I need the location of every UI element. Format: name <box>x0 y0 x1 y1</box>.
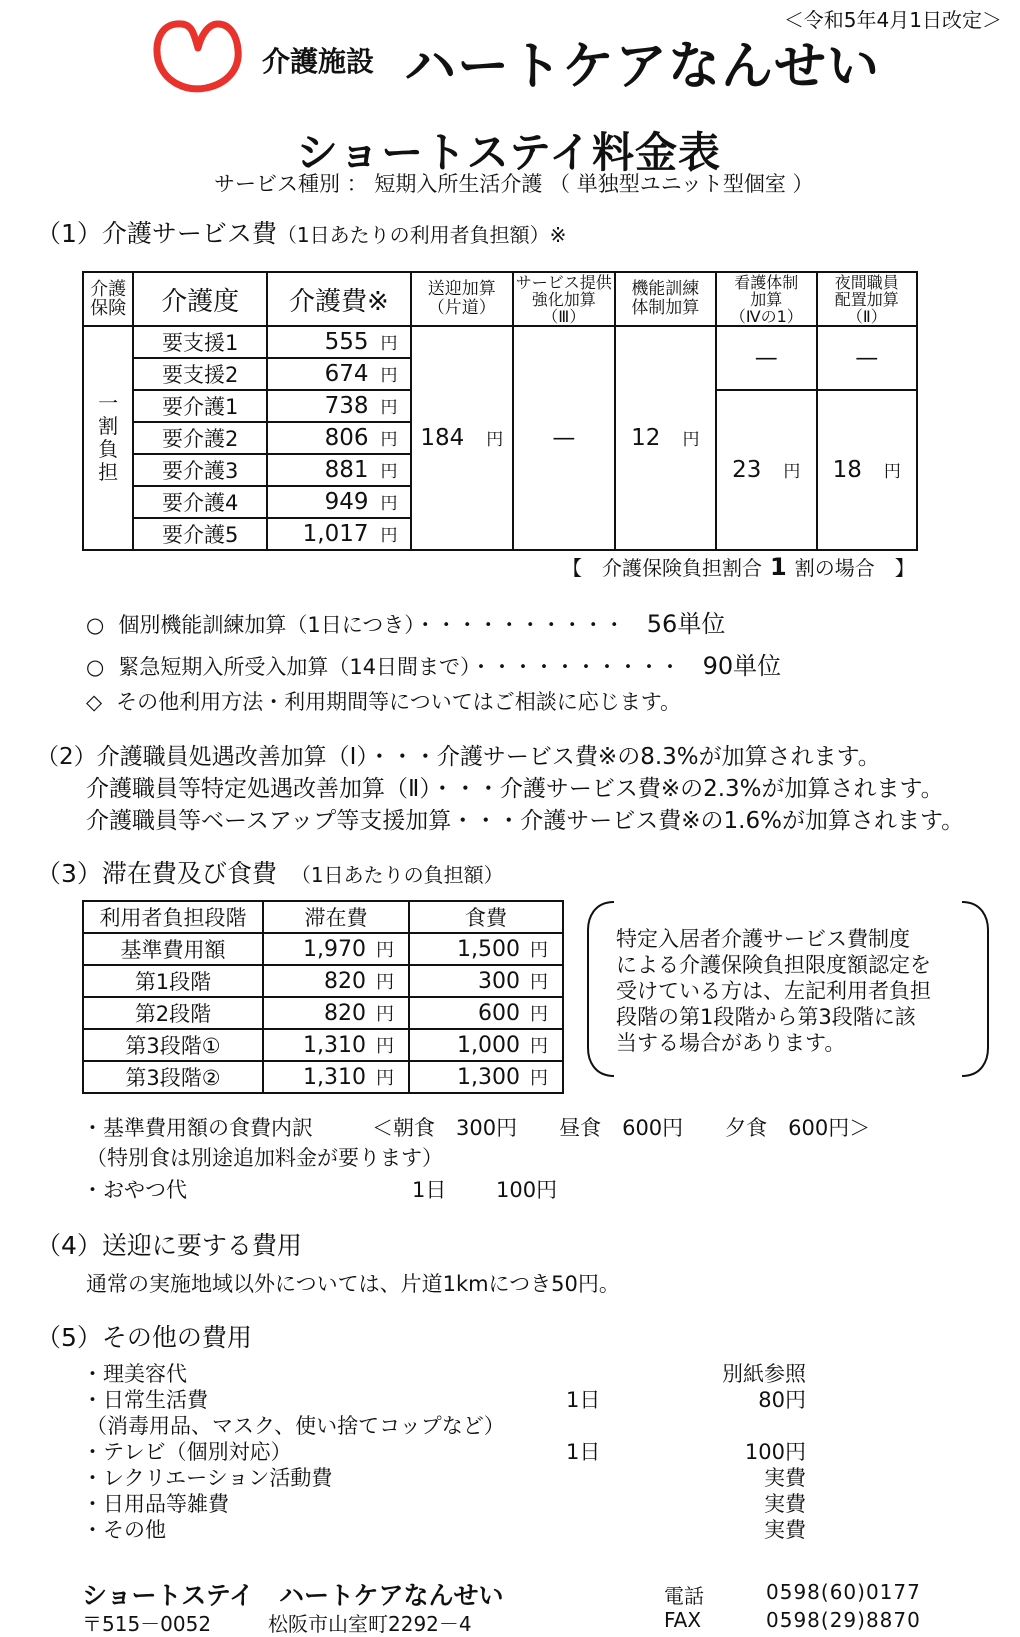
yen-unit: 円 <box>783 462 801 482</box>
stage-cell: 第2段階 <box>83 997 263 1029</box>
note-line: による介護保険負担限度額認定を <box>616 953 931 977</box>
nurse-care-value: 23 <box>732 457 762 483</box>
yen-unit: 円 <box>380 430 398 450</box>
fee-value: 949 <box>324 489 369 515</box>
section3-title: （3）滞在費及び食費 <box>36 859 277 888</box>
yen-unit: 円 <box>530 972 548 993</box>
level-cell: 要介護2 <box>133 422 267 454</box>
yen-unit: 円 <box>380 494 398 514</box>
item-mark: ○ <box>86 655 105 679</box>
level-cell: 要支援1 <box>133 326 267 358</box>
fee-value: 1,017 <box>302 521 369 547</box>
yen-unit: 円 <box>682 430 700 450</box>
stay-value: 1,310 <box>303 1065 366 1090</box>
fee-cell <box>267 518 410 550</box>
fee-value: 881 <box>324 457 369 483</box>
section1-note: （1日あたりの利用者負担額）※ <box>276 223 567 247</box>
col-food: 食費 <box>409 901 563 933</box>
facility-name: ハートケアなんせい <box>404 37 880 97</box>
stage-cell: 基準費用額 <box>83 933 263 965</box>
fee-cell <box>267 422 410 454</box>
yen-unit: 円 <box>530 1068 548 1089</box>
level-cell: 要支援2 <box>133 358 267 390</box>
stay-value: 820 <box>324 1001 366 1026</box>
section4-text: 通常の実施地域以外については、片道1kmにつき50円。 <box>86 1272 620 1296</box>
stay-value: 1,970 <box>303 937 366 962</box>
yen-unit: 円 <box>883 462 901 482</box>
page-title: ショートステイ料金表 <box>296 128 721 177</box>
section3-note: （1日あたりの負担額） <box>290 863 504 887</box>
cost-label: ・日用品等雑費 <box>82 1492 229 1516</box>
level-cell: 要介護5 <box>133 518 267 550</box>
note-line: 段階の第1段階から第3段階に該 <box>616 1005 916 1029</box>
note-line: 受けている方は、左記利用者負担 <box>616 979 931 1003</box>
care-fee-table <box>82 271 918 551</box>
food-value: 300 <box>478 969 520 994</box>
night-care-value: 18 <box>832 457 862 483</box>
section5-heading: （5）その他の費用 <box>36 1323 252 1352</box>
section3-heading <box>36 854 504 890</box>
item-mark: ◇ <box>86 690 103 714</box>
stay-cell <box>263 997 409 1029</box>
nurse-support-cell: — <box>716 326 816 390</box>
section1-heading <box>36 214 566 250</box>
fee-cell <box>267 390 410 422</box>
col-insurance: 介護 保険 <box>83 272 133 326</box>
section1-title: （1）介護サービス費 <box>36 219 277 248</box>
yen-unit: 円 <box>380 398 398 418</box>
section4-heading: （4）送迎に要する費用 <box>36 1231 302 1260</box>
special-meal-note: （特別食は別途追加料金が要ります） <box>86 1146 443 1170</box>
night-support-cell: — <box>817 326 917 390</box>
fee-cell <box>267 358 410 390</box>
footer-tel: 0598(60)0177 <box>766 1580 921 1604</box>
note-line: 当する場合があります。 <box>616 1031 846 1055</box>
yen-unit: 円 <box>376 1068 394 1089</box>
yen-unit: 円 <box>380 462 398 482</box>
bracket-right-icon <box>960 900 990 1078</box>
food-value: 1,500 <box>457 937 520 962</box>
level-cell: 要介護1 <box>133 390 267 422</box>
cost-label: ・その他 <box>82 1518 166 1542</box>
fee-cell <box>267 454 410 486</box>
addition-item <box>86 686 681 716</box>
ratio-note <box>562 552 915 581</box>
item-text: 個別機能訓練加算（1日につき）・・・・・・・・・・ <box>118 613 625 637</box>
stay-cell <box>263 1061 409 1093</box>
meal-breakdown: ＜朝食 300円 昼食 600円 夕食 600円＞ <box>372 1116 871 1140</box>
note-line: 特定入居者介護サービス費制度 <box>616 927 910 951</box>
item-value: 90単位 <box>702 652 782 680</box>
col-nurse: 看護体制 加算 （Ⅳの1） <box>716 272 816 326</box>
col-service-enh: サービス提供 強化加算 （Ⅲ） <box>513 272 615 326</box>
cost-price: 実費 <box>764 1466 806 1490</box>
level-cell: 要介護4 <box>133 486 267 518</box>
fee-cell <box>267 326 410 358</box>
food-value: 1,000 <box>457 1033 520 1058</box>
cost-label: ・日常生活費 <box>82 1388 208 1412</box>
food-cell <box>409 1029 563 1061</box>
cost-price: 100円 <box>744 1440 806 1464</box>
cost-unit: 1日 <box>566 1440 601 1464</box>
col-care-level: 介護度 <box>133 272 267 326</box>
section2-line2: 介護職員等特定処遇改善加算（Ⅱ）・・・介護サービス費※の2.3%が加算されます。 <box>86 776 944 802</box>
transport-value: 184 <box>420 425 465 451</box>
col-stay: 滞在費 <box>263 901 409 933</box>
subsidy-note-box <box>586 900 990 1078</box>
stay-cell <box>263 965 409 997</box>
fee-value: 738 <box>324 393 369 419</box>
ratio-note-pre: 【 介護保険負担割合 <box>562 556 762 580</box>
yen-unit: 円 <box>380 526 398 546</box>
item-text: 緊急短期入所受入加算（14日間まで）・・・・・・・・・・ <box>118 655 681 679</box>
food-cell <box>409 997 563 1029</box>
footer-address: 松阪市山室町2292－4 <box>268 1612 472 1636</box>
service-enh-cell: — <box>513 326 615 550</box>
func-train-cell <box>615 326 717 550</box>
yen-unit: 円 <box>376 1004 394 1025</box>
meal-label: ・基準費用額の食費内訳 <box>82 1116 313 1140</box>
section2-line3: 介護職員等ベースアップ等支援加算・・・介護サービス費※の1.6%が加算されます。 <box>86 808 965 834</box>
footer-postal: 〒515－0052 <box>82 1612 212 1636</box>
snack-label: ・おやつ代 <box>82 1178 187 1202</box>
cost-price: 80円 <box>758 1388 806 1412</box>
cost-price: 実費 <box>764 1492 806 1516</box>
stage-cell: 第3段階① <box>83 1029 263 1061</box>
stage-cell: 第3段階② <box>83 1061 263 1093</box>
cost-label: ・理美容代 <box>82 1362 187 1386</box>
food-cell <box>409 965 563 997</box>
stay-food-table <box>82 900 564 1094</box>
stay-cell <box>263 933 409 965</box>
cost-label: ・テレビ（個別対応） <box>82 1440 292 1464</box>
transport-cell <box>411 326 514 550</box>
yen-unit: 円 <box>376 972 394 993</box>
food-cell <box>409 1061 563 1093</box>
footer-fax: 0598(29)8870 <box>766 1608 921 1632</box>
cost-label: ・レクリエーション活動費 <box>82 1466 333 1490</box>
food-value: 600 <box>478 1001 520 1026</box>
item-mark: ○ <box>86 613 105 637</box>
yen-unit: 円 <box>380 334 398 354</box>
yen-unit: 円 <box>530 1036 548 1057</box>
revision-date: ＜令和5年4月1日改定＞ <box>783 8 1002 32</box>
yen-unit: 円 <box>530 1004 548 1025</box>
heart-logo-icon <box>152 18 244 96</box>
col-stage: 利用者負担段階 <box>83 901 263 933</box>
yen-unit: 円 <box>380 366 398 386</box>
food-cell <box>409 933 563 965</box>
cost-unit: 1日 <box>566 1388 601 1412</box>
nurse-care-cell <box>716 390 816 550</box>
stay-value: 820 <box>324 969 366 994</box>
food-value: 1,300 <box>457 1065 520 1090</box>
item-text: その他利用方法・利用期間等についてはご相談に応じます。 <box>116 690 682 714</box>
footer-fax-label: FAX <box>664 1608 702 1632</box>
night-care-cell <box>817 390 917 550</box>
fee-cell <box>267 486 410 518</box>
yen-unit: 円 <box>376 1036 394 1057</box>
facility-prefix: 介護施設 <box>262 45 375 78</box>
col-night: 夜間職員 配置加算 （Ⅱ） <box>817 272 917 326</box>
cost-label: （消毒用品、マスク、使い捨てコップなど） <box>86 1414 505 1438</box>
ratio-note-num: 1 <box>770 553 787 581</box>
cost-price: 実費 <box>764 1518 806 1542</box>
col-transport: 送迎加算 （片道） <box>411 272 514 326</box>
stay-cell <box>263 1029 409 1061</box>
yen-unit: 円 <box>376 940 394 961</box>
stay-value: 1,310 <box>303 1033 366 1058</box>
snack-unit: 1日 <box>412 1178 447 1202</box>
yen-unit: 円 <box>530 940 548 961</box>
item-value: 56単位 <box>646 610 726 638</box>
fee-value: 674 <box>324 361 369 387</box>
footer-tel-label: 電話 <box>664 1584 704 1608</box>
snack-price: 100円 <box>496 1178 558 1202</box>
func-train-value: 12 <box>631 425 661 451</box>
stage-cell: 第1段階 <box>83 965 263 997</box>
fee-value: 806 <box>324 425 369 451</box>
level-cell: 要介護3 <box>133 454 267 486</box>
service-type: サービス種別 ： 短期入所生活介護 （ 単独型ユニット型個室 ） <box>214 172 814 196</box>
col-func-train: 機能訓練 体制加算 <box>615 272 717 326</box>
footer-name: ショートステイ ハートケアなんせい <box>82 1581 504 1610</box>
addition-item <box>86 646 781 681</box>
cost-price: 別紙参照 <box>722 1362 806 1386</box>
bracket-left-icon <box>586 900 616 1078</box>
col-care-fee: 介護費※ <box>267 272 410 326</box>
section2-line1: （2）介護職員処遇改善加算（Ⅰ）・・・介護サービス費※の8.3%が加算されます。 <box>36 744 881 770</box>
fee-value: 555 <box>324 329 369 355</box>
side-label: 一 割 負 担 <box>83 326 133 550</box>
addition-item <box>86 604 725 639</box>
ratio-note-post: 割の場合 】 <box>794 556 915 580</box>
yen-unit: 円 <box>486 430 504 450</box>
